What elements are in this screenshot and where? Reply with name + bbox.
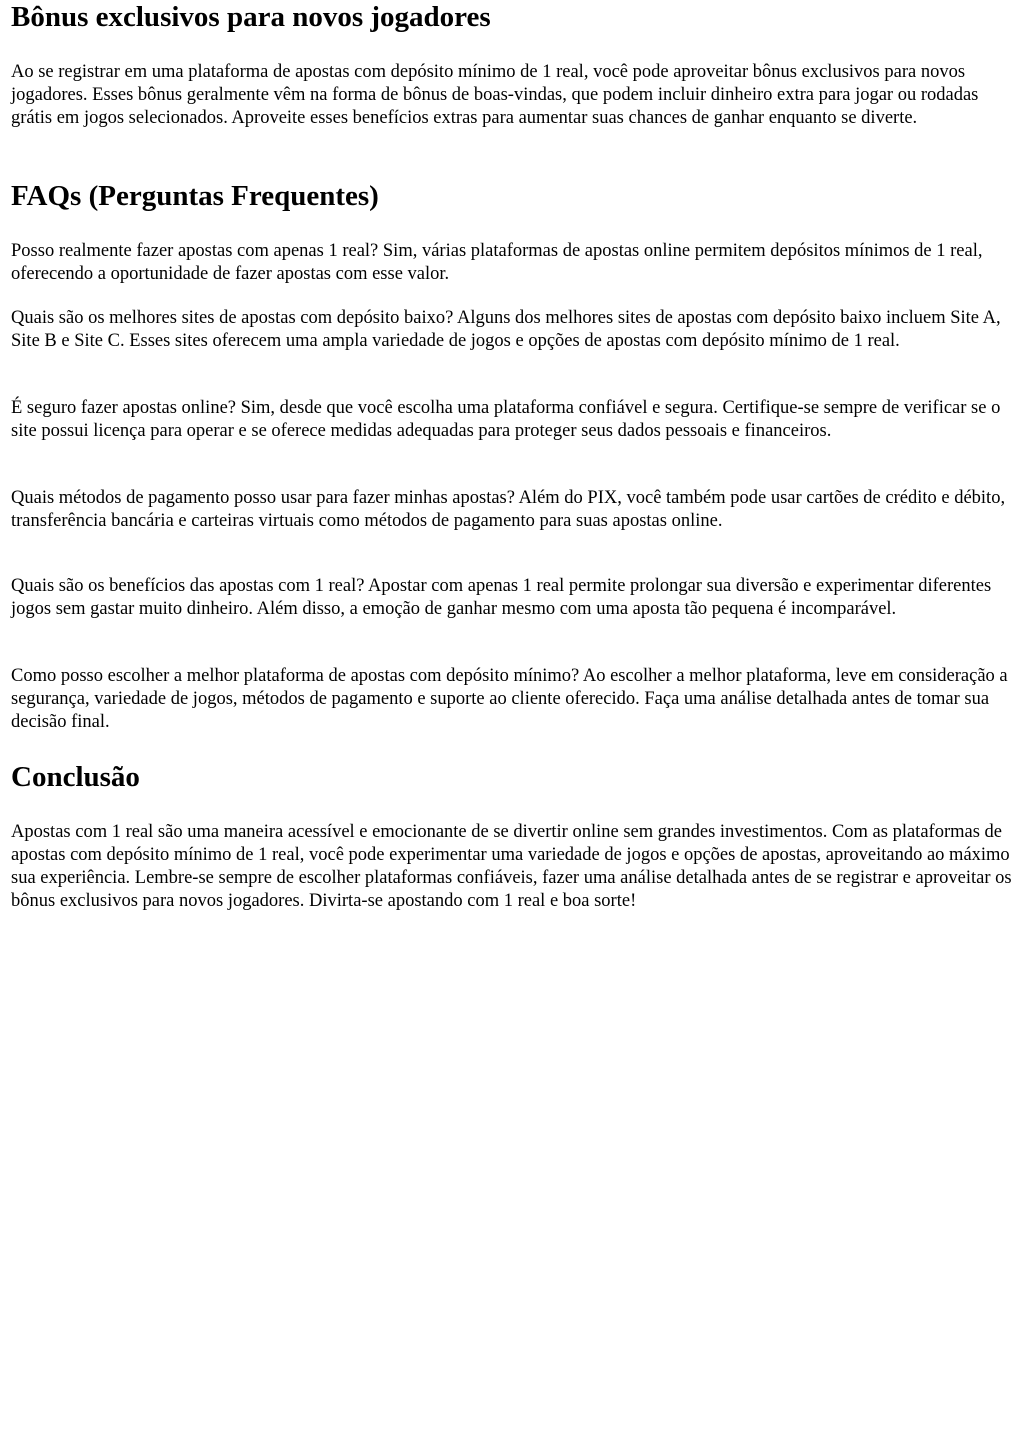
faq-item: Posso realmente fazer apostas com apenas 1 real? Sim, várias plataformas de apostas online permitem depósitos mínimos de 1 real, oferecendo a oportunidade de fazer apostas com esse valor.: [11, 241, 983, 284]
faq-item: Quais são os benefícios das apostas com 1 real? Apostar com apenas 1 real permite prolongar sua diversão e experimentar diferentes jogos sem gastar muito dinheiro. Além disso, a emoção de ganhar mesmo com uma aposta tão pequena é incomparável.: [11, 576, 992, 619]
faq-item: Como posso escolher a melhor plataforma de apostas com depósito mínimo? Ao escolher a melhor plataforma, leve em consideração a segurança, variedade de jogos, métodos de pagamento e suporte ao cliente oferecido. Faça uma análise detalhada antes de tomar sua decisão final.: [11, 666, 1008, 732]
faq-item: Quais são os melhores sites de apostas com depósito baixo? Alguns dos melhores sites de apostas com depósito baixo incluem Site A, Site B e Site C. Esses sites oferecem uma ampla variedade de jogos e opções de apostas com depósito mínimo de 1 real.: [11, 308, 1001, 351]
section-heading-faq: FAQs (Perguntas Frequentes): [11, 180, 379, 212]
section-heading-conclusao: Conclusão: [11, 761, 140, 793]
section-heading-bonus: Bônus exclusivos para novos jogadores: [11, 1, 491, 33]
conclusao-paragraph: Apostas com 1 real são uma maneira acessível e emocionante de se divertir online sem grandes investimentos. Com as plataformas de apostas com depósito mínimo de 1 real, você pode experimentar uma variedade de jogos e opções de apostas, aproveitando ao máximo sua experiência. Lembre-se sempre de escolher plataformas confiáveis, fazer uma análise detalhada antes de se registrar e aproveitar os bônus exclusivos para novos jogadores. Divirta-se apostando com 1 real e boa sorte!: [11, 822, 1012, 911]
faq-item: Quais métodos de pagamento posso usar para fazer minhas apostas? Além do PIX, você também pode usar cartões de crédito e débito, transferência bancária e carteiras virtuais como métodos de pagamento para suas apostas online.: [11, 488, 1006, 531]
bonus-paragraph: Ao se registrar em uma plataforma de apostas com depósito mínimo de 1 real, você pode aproveitar bônus exclusivos para novos jogadores. Esses bônus geralmente vêm na forma de bônus de boas-vindas, que podem incluir dinheiro extra para jogar ou rodadas grátis em jogos selecionados. Aproveite esses benefícios extras para aumentar suas chances de ganhar enquanto se diverte.: [11, 62, 979, 128]
faq-item: É seguro fazer apostas online? Sim, desde que você escolha uma plataforma confiável e segura. Certifique-se sempre de verificar se o site possui licença para operar e se oferece medidas adequadas para proteger seus dados pessoais e financeiros.: [11, 398, 1001, 441]
